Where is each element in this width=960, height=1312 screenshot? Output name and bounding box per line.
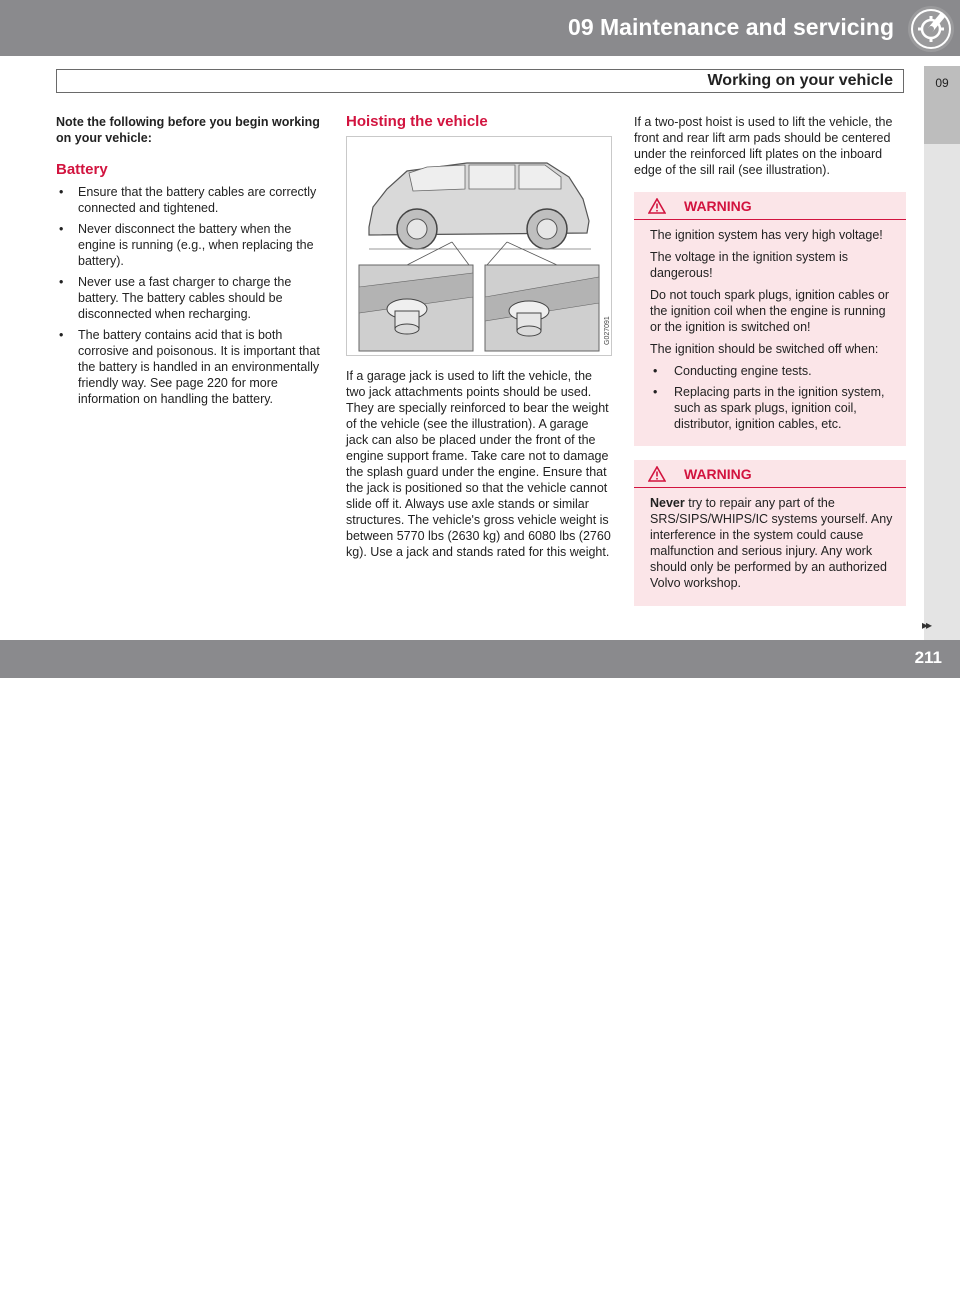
warning-text: The voltage in the ignition system is dangerous! [650,250,849,280]
battery-list [56,184,324,407]
side-rail [924,144,960,640]
hoisting-body: If a garage jack is used to lift the vehicle, the two jack attachments points should be used. They are specially reinforced to bear the weight of the vehicle (see the illustration). A garage jack can also be placed under the front of the engine support frame. Take care not to damage the splash guard under the engine. Ensure that the jack is positioned so that the vehicle cannot slide off it. Always use axle stands or similar structures. The vehicle's gross vehicle weight is between 5770 lbs (2630 kg) and 6080 lbs (2760 kg). Use a jack and stands rated for this weight. [346,369,611,559]
chapter-tab[interactable] [924,66,960,144]
figure-code: G027091 [604,316,611,345]
warning-header [634,460,906,488]
column-battery [56,114,324,412]
list-item-text: Conducting engine tests. [674,364,812,378]
watermark: carmanualsonline.info [430,1286,664,1311]
warning-text: The ignition should be switched off when: [650,342,879,356]
warning-header [634,192,906,220]
warning-body [634,488,906,606]
list-item-text: Replacing parts in the ignition system, such as spark plugs, ignition coil, distributor, ignition cables, etc. [674,385,885,431]
warning-text: The ignition system has very high voltage! [650,228,883,242]
list-item-text: Never disconnect the battery when the engine is running (e.g., when replacing the battery). [78,222,314,268]
warning-list [650,363,894,432]
list-item [56,221,324,269]
never-emphasis: Never [650,496,685,510]
footer-bar [0,640,960,1311]
list-item [56,327,324,407]
list-item-text: Never use a fast charger to charge the battery. The battery cables should be disconnected when recharging. [78,275,292,321]
bullet-icon: • [59,185,64,199]
warning-title: WARNING [684,198,752,214]
warning-box-srs [634,460,906,606]
list-item [56,184,324,216]
list-item-text: Ensure that the battery cables are correctly connected and tightened. [78,185,317,215]
bullet-icon: • [59,275,64,289]
intro-text: Note the following before you begin working on your vehicle: [56,115,320,145]
warning-text-rest: try to repair any part of the SRS/SIPS/WHIPS/IC systems yourself. Any interference in the system could cause malfunction and serious injury. Any work should only be performed by an authorized Volvo workshop. [650,496,893,590]
warning-title: WARNING [684,466,752,482]
warning-box-ignition [634,192,906,446]
bullet-icon: • [59,328,64,342]
next-page-arrows-icon[interactable]: ▸▸ [922,618,931,632]
list-item [650,384,894,432]
chapter-header [0,0,960,56]
section-bar [56,69,904,93]
bullet-icon: • [653,364,658,378]
warning-text: Do not touch spark plugs, ignition cables or the ignition coil when the engine is running or the ignition is switched on! [650,288,890,334]
warning-triangle-icon [648,466,666,482]
wrench-gear-icon [908,6,954,52]
warning-text [650,495,894,591]
hoisting-heading: Hoisting the vehicle [346,113,488,130]
bullet-icon: • [59,222,64,236]
chapter-tab-label: 09 [935,76,949,90]
bullet-icon: • [653,385,658,399]
list-item [56,274,324,322]
warning-body [634,220,906,446]
page-number: 211 [914,648,942,667]
jack-points-illustration [346,136,612,356]
list-item-text: The battery contains acid that is both corrosive and poisonous. It is important that the battery is handled in an environmentally friendly way. See page 220 for more information on handling the battery. [78,328,320,406]
section-title: Working on your vehicle [707,72,893,89]
column-warnings [634,114,906,620]
column-hoisting [346,114,614,560]
list-item [650,363,894,379]
battery-heading: Battery [56,161,108,178]
warning-triangle-icon [648,198,666,214]
two-post-hoist-text: If a two-post hoist is used to lift the vehicle, the front and rear lift arm pads should be centered under the reinforced lift plates on the inboard edge of the sill rail (see illustration). [634,115,893,177]
chapter-title: 09 Maintenance and servicing [568,14,894,40]
